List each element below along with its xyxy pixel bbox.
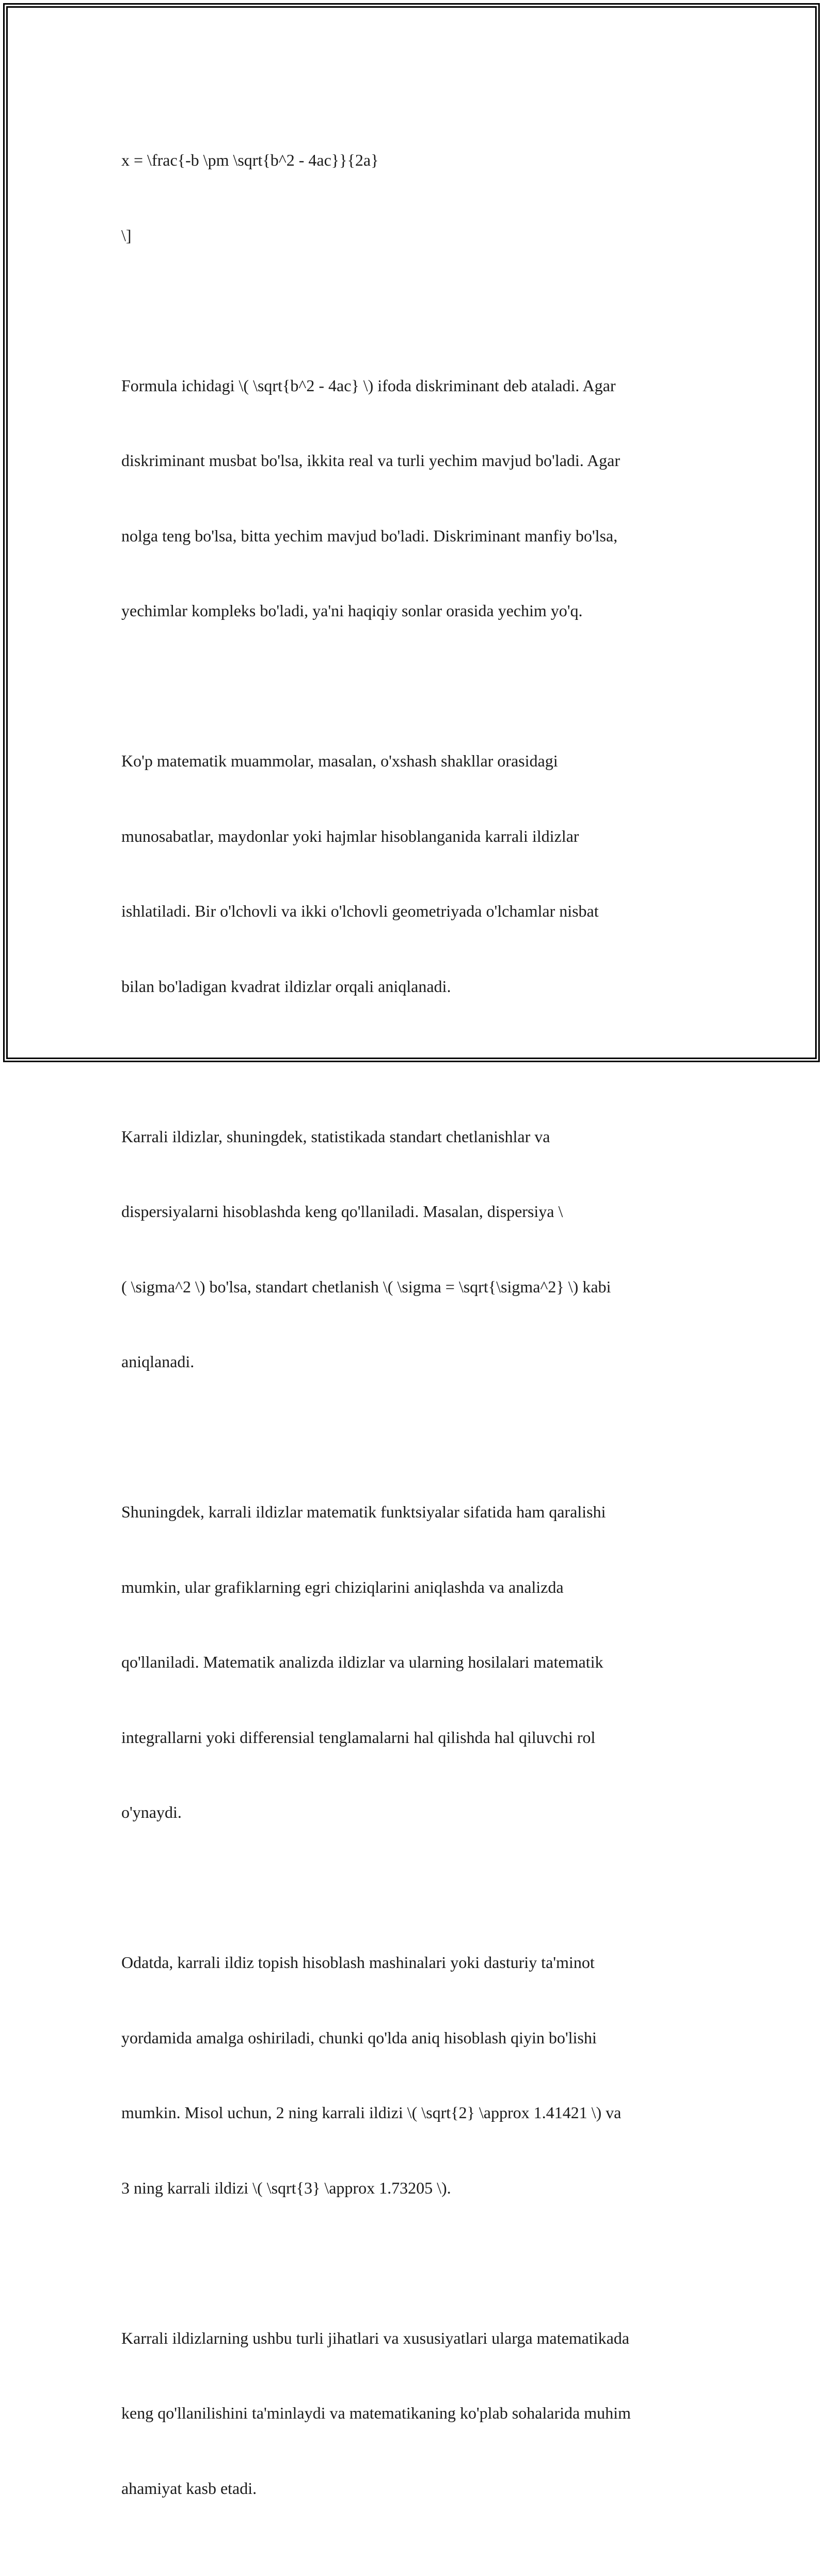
text-line: integrallarni yoki differensial tenglamalarni hal qilishda hal qiluvchi rol [121,1727,596,1747]
formula-block [121,98,715,298]
document-body [121,98,715,2576]
formula-line: x = \frac{-b \pm \sqrt{b^2 - 4ac}}{2a} [121,151,379,169]
paragraph-geometry [121,698,715,1049]
text-line: Odatda, karrali ildiz topish hisoblash mashinalari yoki dasturiy ta'minot [121,1953,595,1972]
text-line: yechimlar kompleks bo'ladi, ya'ni haqiqiy sonlar orasida yechim yo'q. [121,601,583,620]
text-line: 3 ning karrali ildizi \( \sqrt{3} \approx 1.73205 \). [121,2178,451,2197]
text-line: aniqlanadi. [121,1352,195,1371]
text-line: o'ynaydi. [121,1803,182,1821]
text-line: ahamiyat kasb etadi. [121,2478,257,2498]
paragraph-statistics [121,1074,715,1425]
paragraph-functions [121,1449,715,1875]
paragraph-discriminant [121,323,715,674]
text-line: bilan bo'ladigan kvadrat ildizlar orqali aniqlanadi. [121,977,451,996]
text-line: Karrali ildizlar, shuningdek, statistikada standart chetlanishlar va [121,1127,550,1146]
text-line: diskriminant musbat bo'lsa, ikkita real va turli yechim mavjud bo'ladi. Agar [121,451,620,470]
paragraph-conclusion [121,2276,715,2551]
text-line: munosabatlar, maydonlar yoki hajmlar hisoblanganida karrali ildizlar [121,826,579,845]
text-line: yordamida amalga oshiriladi, chunki qo'lda aniq hisoblash qiyin bo'lishi [121,2028,597,2047]
text-line: Karrali ildizlarning ushbu turli jihatlari va xususiyatlari ularga matematikada [121,2328,629,2347]
text-line: ( \sigma^2 \) bo'lsa, standart chetlanish \( \sigma = \sqrt{\sigma^2} \) kabi [121,1277,611,1296]
text-line: nolga teng bo'lsa, bitta yechim mavjud bo'ladi. Diskriminant manfiy bo'lsa, [121,526,618,545]
paragraph-computation [121,1900,715,2250]
text-line: mumkin. Misol uchun, 2 ning karrali ildizi \( \sqrt{2} \approx 1.41421 \) va [121,2103,622,2122]
text-line: Shuningdek, karrali ildizlar matematik funktsiyalar sifatida ham qaralishi [121,1502,606,1521]
text-line: keng qo'llanilishini ta'minlaydi va matematikaning ko'plab sohalarida muhim [121,2404,631,2422]
text-line: ishlatiladi. Bir o'lchovli va ikki o'lchovli geometriyada o'lchamlar nisbat [121,902,599,920]
text-line: Formula ichidagi \( \sqrt{b^2 - 4ac} \) ifoda diskriminant deb ataladi. Agar [121,376,616,395]
formula-line: \] [121,226,132,245]
text-line: qo'llaniladi. Matematik analizda ildizlar va ularning hosilalari matematik [121,1653,603,1671]
text-line: mumkin, ular grafiklarning egri chiziqlarini aniqlashda va analizda [121,1577,564,1596]
text-line: Ko'p matematik muammolar, masalan, o'xshash shakllar orasidagi [121,751,558,770]
text-line: dispersiyalarni hisoblashda keng qo'llaniladi. Masalan, dispersiya \ [121,1202,563,1221]
